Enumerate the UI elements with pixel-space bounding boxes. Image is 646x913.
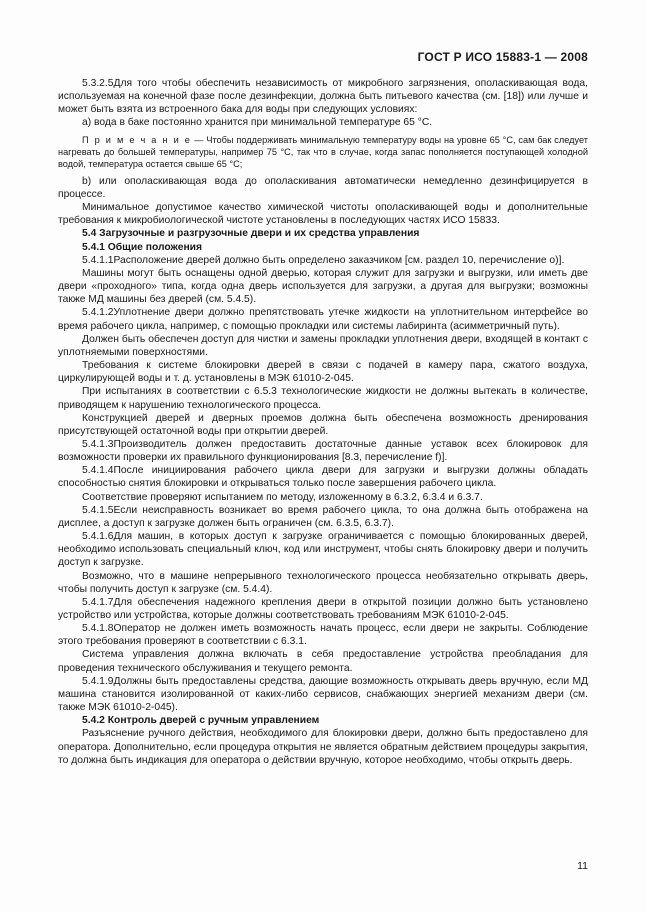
section-heading: 5.4.1 Общие положения	[82, 241, 202, 253]
paragraph: Система управления должна включать в себя предоставление устройства преобладания для проведения технического обслуживания и текущего ремонта.	[58, 649, 588, 674]
paragraph: 5.4.1.9Должны быть предоставлены средства, дающие возможность открывать дверь вручную, если МД машина становится изолированной от каких-либо сервисов, снабжающих энергией механизм двери (см. также МЭК 61010-2-045).	[58, 675, 588, 714]
section-heading: 5.4.2 Контроль дверей с ручным управлением	[82, 715, 320, 727]
note-paragraph	[58, 134, 588, 171]
paragraph: Соответствие проверяют испытанием по методу, изложенному в 6.3.2, 6.3.4 и 6.3.7.	[82, 491, 483, 503]
paragraph: 5.4.1.8Оператор не должен иметь возможность начать процесс, если двери не закрыты. Соблюдение этого требования проверяют в соответствии с 6.3.1.	[58, 623, 588, 648]
section-heading: 5.4 Загрузочные и разгрузочные двери и их средства управления	[82, 228, 420, 240]
page-number: 11	[577, 860, 588, 872]
paragraph: 5.4.1.3Производитель должен предоставить достаточные данные уставок всех блокировок для возможности проверки их правильного функционирования [8.3, перечисление f)].	[58, 438, 588, 464]
paragraph: 5.4.1.4После инициирования рабочего цикла двери для загрузки и выгрузки должны обладать способностью снятия блокировки и открываться только после завершения рабочего цикла.	[58, 465, 588, 490]
paragraph: Разъяснение ручного действия, необходимого для блокировки двери, должно быть предоставлено для оператора. Дополнительно, если процедура открытия не является обратным действием процедуры закрытия, то должна быть индикация для оператора о действии вручную, которое необходимо, чтобы открыть дверь.	[58, 728, 588, 766]
paragraph: 5.4.1.6Для машин, в которых доступ к загрузке ограничивается с помощью блокированных дверей, необходимо использовать специальный ключ, код или инструмент, чтобы снять блокировку двери и получить доступ к загрузке.	[58, 531, 588, 569]
paragraph: При испытаниях в соответствии с 6.5.3 технологические жидкости не должны вытекать в количестве, приводящем к нарушению технологического процесса.	[58, 386, 588, 411]
paragraph: a) вода в баке постоянно хранится при минимальной температуре 65 °С.	[82, 117, 433, 129]
paragraph: Машины могут быть оснащены одной дверью, которая служит для загрузки и выгрузки, или иметь две двери «проходного» типа, когда одна дверь используется для загрузки, а другая для выгрузки; возможны также МД машины без дверей (см. 5.4.5).	[58, 267, 588, 306]
paragraph: Требования к системе блокировки дверей в связи с подачей в камеру пара, сжатого воздуха, циркулирующей воды и т. д. установлены в МЭК 61010-2-045.	[58, 360, 588, 385]
note-label: П р и м е ч а н и е	[82, 134, 192, 145]
paragraph: 5.4.1.2Уплотнение двери должно препятствовать утечке жидкости на уплотнительном интерфейсе во время рабочего цикла, например, с помощью прокладки или системы лабиринта (асимметричный путь).	[58, 307, 588, 332]
paragraph: Должен быть обеспечен доступ для чистки и замены прокладки уплотнения двери, входящей в контакт с уплотняемыми поверхностями.	[58, 333, 588, 358]
paragraph: b) или ополаскивающая вода до ополаскивания автоматически немедленно дезинфицируется в процессе.	[58, 175, 588, 200]
paragraph: 5.3.2.5Для того чтобы обеспечить независимость от микробного загрязнения, ополаскивающая вода, используемая на конечной фазе после дезинфекции, должна быть питьевого качества (см. [18]) или лучше и может быть взята из встроенного бака для воды при следующих условиях:	[58, 78, 588, 116]
paragraph: Конструкцией дверей и дверных проемов должна быть обеспечена возможность дренирования присутствующей остаточной воды при открытии дверей.	[58, 412, 588, 437]
body-text	[58, 77, 588, 767]
paragraph: 5.4.1.1Расположение дверей должно быть определено заказчиком [см. раздел 10, перечисление о)].	[82, 254, 565, 266]
note-text: — Чтобы поддерживать минимальную температуру воды на уровне 65 °С, сам бак следует нагревать до большей температуры, например 75 °С, так что в случае, когда запас пополняется поступающей холодной водой, температура остается свыше 65 °С;	[58, 134, 588, 170]
standard-designation: ГОСТ Р ИСО 15883-1 — 2008	[417, 50, 588, 64]
paragraph: 5.4.1.5Если неисправность возникает во время рабочего цикла, то она должна быть отображена на дисплее, а доступ к загрузке должен быть ограничен (см. 6.3.5, 6.3.7).	[58, 504, 588, 529]
paragraph: Минимальное допустимое качество химической чистоты ополаскивающей воды и дополнительные требования к микробиологической чистоте установлены в последующих частях ИСО 15833.	[58, 202, 588, 227]
paragraph: Возможно, что в машине непрерывного технологического процесса необязательно открывать дверь, чтобы получить доступ к загрузке (см. 5.4.4).	[58, 570, 588, 595]
paragraph: 5.4.1.7Для обеспечения надежного крепления двери в открытой позиции должно быть установлено устройство или устройства, которые должны соответствовать требованиям МЭК 61010-2-045.	[58, 596, 588, 621]
